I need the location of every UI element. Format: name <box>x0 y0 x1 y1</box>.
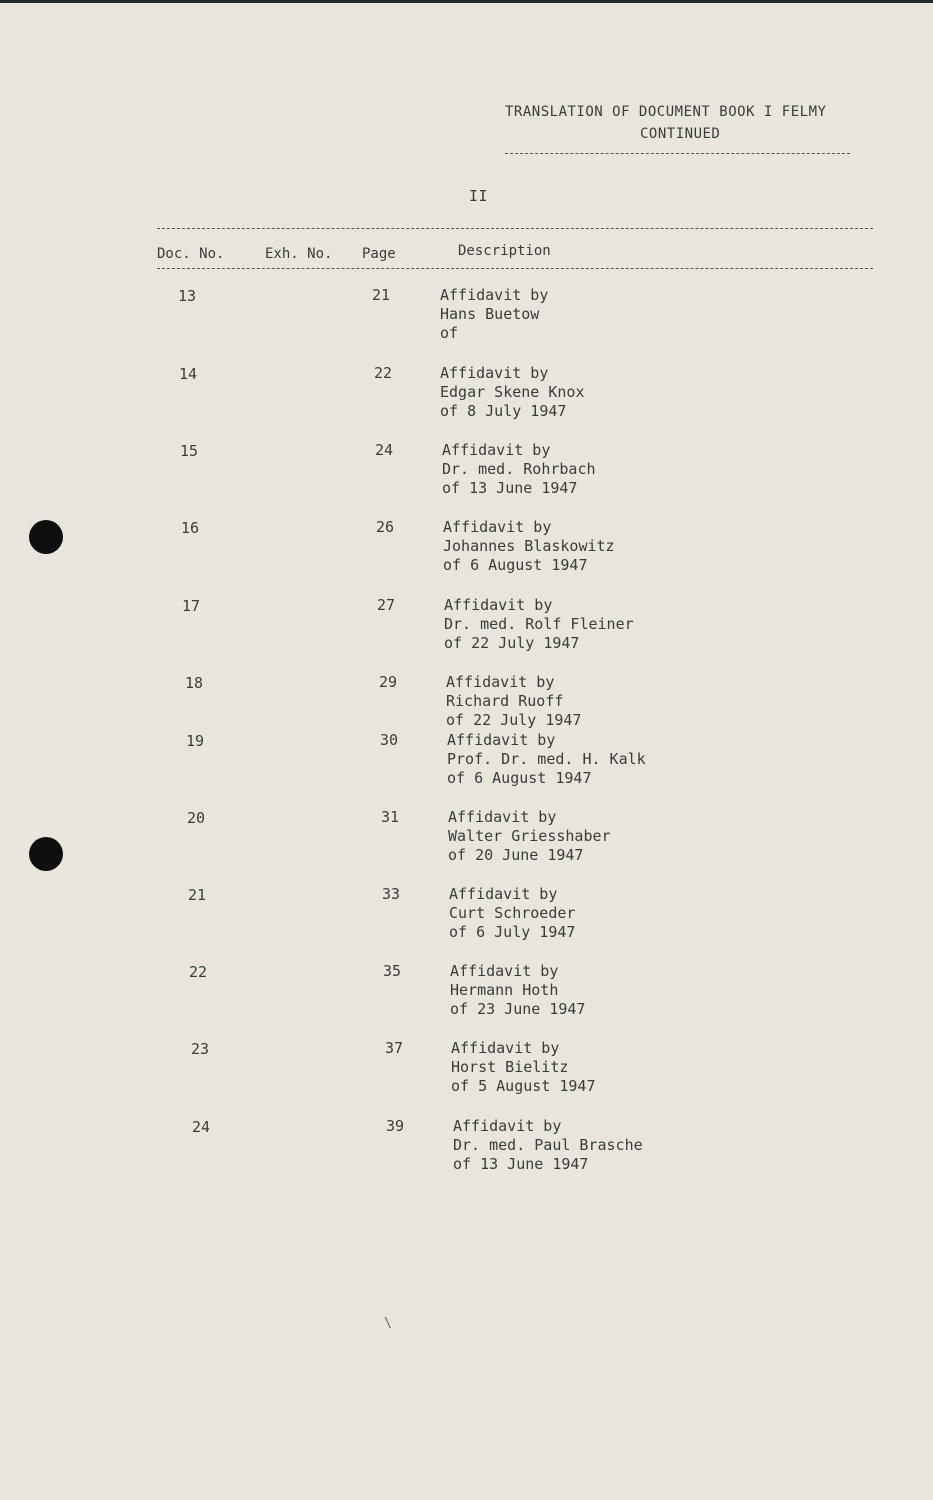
description-date: of 5 August 1947 <box>451 1077 596 1095</box>
column-header-doc: Doc. No. <box>157 246 225 262</box>
description-type: Affidavit by <box>453 1117 562 1135</box>
description-type: Affidavit by <box>444 596 553 614</box>
top-edge <box>0 0 933 3</box>
page-number: 27 <box>377 596 396 614</box>
column-header-description: Description <box>458 243 551 259</box>
description-date: of 6 August 1947 <box>443 556 588 574</box>
page-number: 29 <box>379 673 398 691</box>
description-name: Walter Griesshaber <box>448 827 611 845</box>
doc-number: 18 <box>185 674 204 692</box>
description-date: of 20 June 1947 <box>448 846 584 864</box>
doc-number: 17 <box>182 597 201 615</box>
description-date: of 8 July 1947 <box>440 402 567 420</box>
page-number: 33 <box>382 885 401 903</box>
doc-number: 22 <box>189 963 208 981</box>
description-date: of 6 August 1947 <box>447 769 592 787</box>
description-date: of 13 June 1947 <box>442 479 578 497</box>
doc-number: 19 <box>186 732 205 750</box>
header-title: TRANSLATION OF DOCUMENT BOOK I FELMY <box>505 104 827 120</box>
description-name: Dr. med. Rohrbach <box>442 460 596 478</box>
description-name: Prof. Dr. med. H. Kalk <box>447 750 646 768</box>
doc-number: 20 <box>187 809 206 827</box>
header-subtitle: CONTINUED <box>640 126 721 142</box>
description-type: Affidavit by <box>449 885 558 903</box>
column-header-exh: Exh. No. <box>265 246 333 262</box>
doc-number: 21 <box>188 886 207 904</box>
description-type: Affidavit by <box>450 962 559 980</box>
description-type: Affidavit by <box>446 673 555 691</box>
description-type: Affidavit by <box>440 364 549 382</box>
description-name: Dr. med. Rolf Fleiner <box>444 615 634 633</box>
table-top-rule <box>157 228 873 229</box>
description-name: Dr. med. Paul Brasche <box>453 1136 643 1154</box>
doc-number: 13 <box>178 287 197 305</box>
header-underline <box>505 153 850 154</box>
description-date: of <box>440 324 459 342</box>
description-type: Affidavit by <box>448 808 557 826</box>
page-number: 21 <box>372 286 391 304</box>
description-type: Affidavit by <box>443 518 552 536</box>
page-number: 24 <box>375 441 394 459</box>
description-name: Horst Bielitz <box>451 1058 569 1076</box>
footer-mark: \ <box>384 1316 392 1331</box>
description-name: Johannes Blaskowitz <box>443 537 615 555</box>
description-name: Hans Buetow <box>440 305 540 323</box>
description-date: of 6 July 1947 <box>449 923 576 941</box>
page-number: 35 <box>383 962 402 980</box>
description-date: of 23 June 1947 <box>450 1000 586 1018</box>
punch-hole <box>29 520 63 554</box>
doc-number: 15 <box>180 442 199 460</box>
table-header-rule <box>157 268 873 269</box>
description-date: of 22 July 1947 <box>444 634 580 652</box>
page-number: 22 <box>374 364 393 382</box>
column-header-page: Page <box>362 246 396 262</box>
description-name: Edgar Skene Knox <box>440 383 585 401</box>
doc-number: 16 <box>181 519 200 537</box>
page-number: 31 <box>381 808 400 826</box>
description-date: of 22 July 1947 <box>446 711 582 729</box>
description-date: of 13 June 1947 <box>453 1155 589 1173</box>
page-number: 26 <box>376 518 395 536</box>
description-type: Affidavit by <box>442 441 551 459</box>
doc-number: 23 <box>191 1040 210 1058</box>
description-name: Hermann Hoth <box>450 981 559 999</box>
description-type: Affidavit by <box>451 1039 560 1057</box>
page-number: 39 <box>386 1117 405 1135</box>
punch-hole <box>29 837 63 871</box>
description-type: Affidavit by <box>447 731 556 749</box>
page-number: 37 <box>385 1039 404 1057</box>
description-name: Curt Schroeder <box>449 904 576 922</box>
description-name: Richard Ruoff <box>446 692 564 710</box>
doc-number: 24 <box>192 1118 211 1136</box>
section-number: II <box>469 187 489 205</box>
doc-number: 14 <box>179 365 198 383</box>
page-number: 30 <box>380 731 399 749</box>
description-type: Affidavit by <box>440 286 549 304</box>
